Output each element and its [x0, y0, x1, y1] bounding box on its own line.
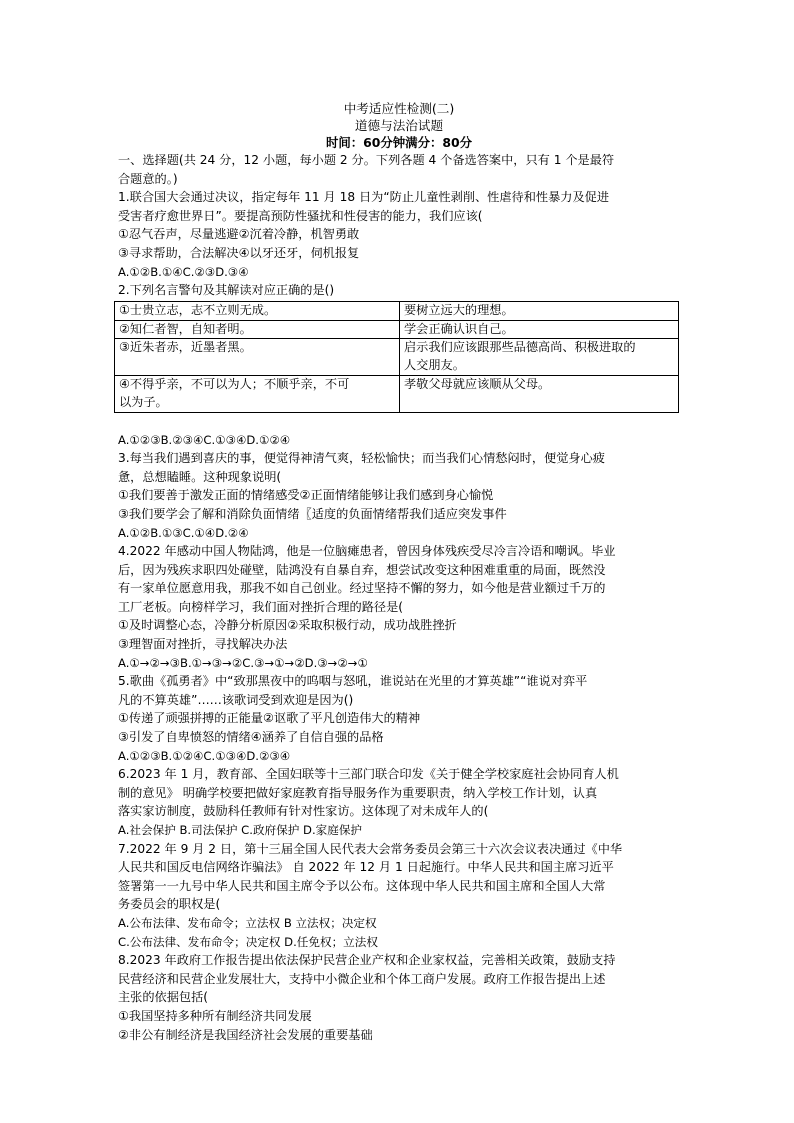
table-row: [115, 301, 679, 320]
question-6: 6.2023 年 1 月，教育部、全国妇联等十三部门联合印发《关于健全学校家庭社会协同育人机 制的意见》 明确学校要把做好家庭教育指导服务作为重要职责，纳入学校工作计划，认真 落实家访制度，鼓励科任教师有针对性家访。这体现了对未成年人的( A.社会保护 B.司法保护 C.政府保护 D.家庭保护: [118, 765, 680, 839]
table-row: [115, 375, 679, 412]
table-cell: 孝敬父母就应该顺从父母。: [400, 375, 679, 412]
question-8: 8.2023 年政府工作报告提出依法保护民营企业产权和企业家权益，完善相关政策，鼓励支持 民营经济和民营企业发展壮大，支持中小微企业和个体工商户发展。政府工作报告提出上述 主张的依据包括( ①我国坚持多种所有制经济共同发展 ②非公有制经济是我国经济社会发展的重要基础: [118, 951, 680, 1044]
exam-page: [118, 100, 680, 1044]
question-7-options: A.公布法律、发布命令；立法权 B 立法权；决定权: [118, 915, 377, 930]
exam-subtitle: 道德与法治试题: [354, 118, 444, 133]
question-4-stem: 4.2022 年感动中国人物陆鸿，他是一位脑瘫患者，曾因身体残疾受尽冷言冷语和嘲讽。毕业: [118, 544, 616, 559]
question-4: 4.2022 年感动中国人物陆鸿，他是一位脑瘫患者，曾因身体残疾受尽冷言冷语和嘲讽。毕业 后，因为残疾求职四处碰壁，陆鸿没有自暴自弃，想尝试改变这种困难重重的局面，既然没 有一家单位愿意用我，那我不如自己创业。经过坚持不懈的努力，如今他是营业额过千万的 工厂老板。向榜样学习，我们面对挫折合理的路径是( ①及时调整心态，冷静分析原因②采取积极行动，成功战胜挫折 ③理智面对挫折，寻找解决办法 A.①→②→③B.①→③→②C.③→①→②D.③→②→①: [118, 542, 680, 672]
table-cell: ②知仁者智，自知者明。: [115, 320, 400, 339]
question-6-stem: 6.2023 年 1 月，教育部、全国妇联等十三部门联合印发《关于健全学校家庭社会协同育人机: [118, 767, 619, 782]
exam-title: 中考适应性检测(二): [343, 101, 455, 116]
question-5-stem: 5.歌曲《孤勇者》中“致那黑夜中的呜咽与怒吼，谁说站在光里的才算英雄”“谁说对弈平: [118, 674, 588, 689]
question-7: 7.2022 年 9 月 2 日，第十三届全国人民代表大会常务委员会第三十六次会议表决通过《中华 人民共和国反电信网络诈骗法》 自 2022 年 12 月 1 日起施行。中华人民共和国主席习近平 签署第一一九号中华人民共和国主席令予以公布。这体现中华人民共和国主席和全国人大常 务委员会的职权是( A.公布法律、发布命令；立法权 B 立法权；决定权 C.公布法律、发布命令；决定权 D.任免权；立法权: [118, 840, 680, 952]
question-1-stem: 1.联合国大会通过决议，指定每年 11 月 18 日为“防止儿童性剥削、性虐待和性暴力及促进: [118, 190, 610, 205]
question-2-stem: 2.下列名言警句及其解读对应正确的是(): [118, 283, 335, 298]
question-2: [118, 281, 680, 449]
spacer: [118, 413, 680, 431]
table-row: [115, 339, 679, 376]
question-7-stem: 7.2022 年 9 月 2 日，第十三届全国人民代表大会常务委员会第三十六次会议表决通过《中华: [118, 841, 623, 856]
question-3-stem: 3.每当我们遇到喜庆的事，便觉得神清气爽，轻松愉快；而当我们心情愁闷时，便觉身心疲: [118, 451, 605, 466]
question-5-options: A.①②③B.①②④C.①③④D.②③④: [118, 748, 291, 763]
question-6-options: A.社会保护 B.司法保护 C.政府保护 D.家庭保护: [118, 823, 363, 837]
question-3-options: A.①②B.①③C.①④D.②④: [118, 525, 249, 540]
question-5: 5.歌曲《孤勇者》中“致那黑夜中的呜咽与怒吼，谁说站在光里的才算英雄”“谁说对弈平 凡的不算英雄”……该歌词受到欢迎是因为() ①传递了顽强拼搏的正能量②讴歌了平凡创造伟大的精神 ③引发了自卑愤怒的情绪④涵养了自信自强的品格 A.①②③B.①②④C.①③④D.②③④: [118, 672, 680, 765]
table-cell: ④不得乎亲，不可以为人；不顺乎亲，不可 以为子。: [115, 375, 400, 412]
table-cell: 启示我们应该跟那些品德高尚、积极进取的 人交朋友。: [400, 339, 679, 376]
section-1-heading: 一、选择题(共 24 分，12 小题，每小题 2 分。下列各题 4 个备选答案中，只有 1 个是最符 合题意的。): [118, 153, 615, 186]
exam-time-line: 时间：60分钟满分：80分: [325, 135, 472, 150]
table-row: [115, 320, 679, 339]
question-2-options: A.①②③B.②③④C.①③④D.①②④: [118, 432, 291, 447]
question-8-stem: 8.2023 年政府工作报告提出依法保护民营企业产权和企业家权益，完善相关政策，鼓励支持: [118, 953, 616, 968]
question-3: 3.每当我们遇到喜庆的事，便觉得神清气爽，轻松愉快；而当我们心情愁闷时，便觉身心疲 惫，总想瞌睡。这种现象说明( ①我们要善于激发正面的情绪感受②正面情绪能够让我们感到身心愉悦 ③我们要学会了解和消除负面情绪〖适度的负面情绪帮我们适应突发事件 A.①②B.①③C.①④D.②④: [118, 449, 680, 542]
question-4-options: A.①→②→③B.①→③→②C.③→①→②D.③→②→①: [118, 655, 368, 670]
question-1-options: A.①②B.①④C.②③D.③④: [118, 264, 249, 279]
quote-table: [114, 301, 679, 413]
table-cell: 学会正确认识自己。: [400, 320, 679, 339]
table-cell: ①士贵立志，志不立则无成。: [115, 301, 400, 320]
table-cell: ③近朱者赤，近墨者黑。: [115, 339, 400, 376]
table-cell: 要树立远大的理想。: [400, 301, 679, 320]
question-1: 1.联合国大会通过决议，指定每年 11 月 18 日为“防止儿童性剥削、性虐待和性暴力及促进 受害者疗愈世界日”。要提高预防性骚扰和性侵害的能力，我们应该( ①忍气吞声，尽量逃避②沉着冷静，机智勇敢 ③寻求帮助，合法解决④以牙还牙，伺机报复 A.①②B.①④C.②③D.③④: [118, 188, 680, 281]
